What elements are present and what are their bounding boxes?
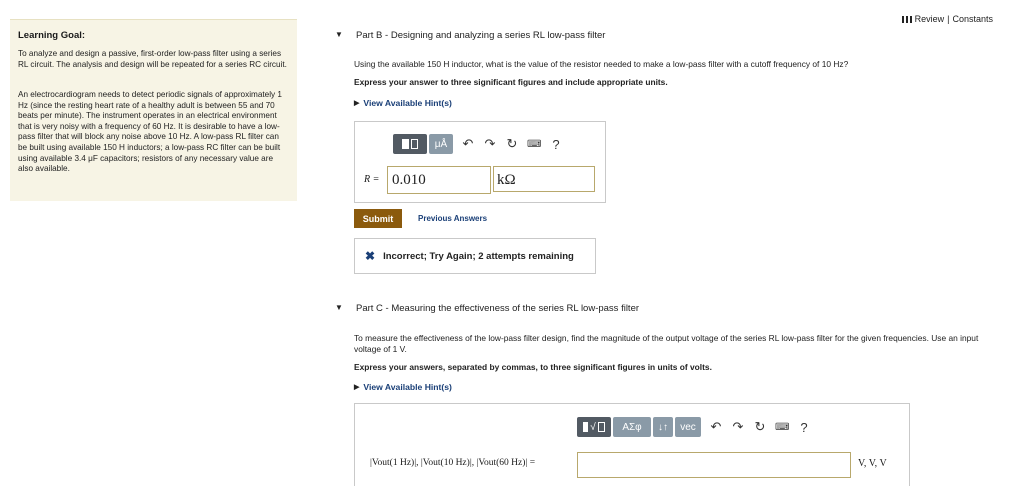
part-c-answer-box	[354, 403, 910, 486]
part-c-toolbar	[577, 417, 811, 437]
part-c-instruction: Express your answers, separated by commas, to three significant figures in units of volts.	[354, 362, 712, 372]
resistor-value-field[interactable]	[387, 166, 491, 194]
feedback-box	[354, 238, 596, 274]
part-b-hint-link[interactable]	[354, 98, 452, 108]
undo-icon[interactable]: ↶	[462, 136, 474, 151]
bars-icon	[902, 16, 912, 23]
part-b-answer-box	[354, 121, 606, 203]
part-b-toolbar	[393, 134, 563, 154]
vout-label: |Vout(1 Hz)|, |Vout(10 Hz)|, |Vout(60 Hz)| =	[370, 458, 536, 468]
help-icon[interactable]: ?	[552, 136, 560, 152]
resistor-value-input[interactable]	[388, 167, 490, 193]
constants-link[interactable]: Constants	[952, 14, 993, 24]
part-c-hint-link[interactable]	[354, 382, 452, 392]
learning-goal-title: Learning Goal:	[18, 30, 86, 41]
undo-icon[interactable]: ↶	[710, 419, 722, 434]
review-constants-bar	[902, 14, 993, 24]
redo-icon[interactable]: ↷	[484, 136, 496, 151]
review-link[interactable]: Review	[914, 14, 945, 24]
resistor-unit-field[interactable]: kΩ	[493, 166, 595, 192]
part-c-title: Part C - Measuring the effectiveness of the series RL low-pass filter	[356, 303, 640, 314]
part-b-instruction: Express your answer to three significant figures and include appropriate units.	[354, 77, 668, 87]
close-icon: ✖	[365, 249, 376, 263]
learning-goal-panel	[10, 19, 297, 201]
help-icon[interactable]: ?	[800, 419, 808, 435]
part-b-title: Part B - Designing and analyzing a series RL low-pass filter	[356, 30, 606, 41]
reset-icon[interactable]: ↻	[754, 419, 766, 434]
collapse-part-b-icon[interactable]: ▼	[335, 30, 343, 39]
part-c-hint-label: View Available Hint(s)	[363, 382, 452, 392]
keyboard-icon[interactable]: ⌨	[775, 421, 790, 433]
vec-button[interactable]: vec	[675, 417, 701, 437]
caret-right-icon: ▶	[354, 100, 360, 107]
vout-units: V, V, V	[858, 458, 887, 469]
vout-values-input[interactable]	[578, 453, 850, 477]
template-icon	[402, 139, 418, 149]
part-b-question: Using the available 150 H inductor, what is the value of the resistor needed to make a low-pass filter with a cutoff frequency of 10 Hz?	[354, 59, 849, 69]
arrows-button[interactable]: ↓↑	[653, 417, 673, 437]
r-label: R =	[364, 174, 380, 185]
learning-goal-text-2: An electrocardiogram needs to detect periodic signals of approximately 1 Hz (since the resting heart rate of a healthy adult is between 55 and 70 beats per minute). The instrument operates in an electrical environment that is very noisy with a frequency of 60 Hz. It is desirable to have a low-pass filter that will block any noise above 10 Hz. A low-pass RL filter can be built using available 150 H inductors; a low-pass RC filter can be built using available 3.4 μF capacitors; resistors of any necessary value are also available.	[18, 90, 282, 174]
units-button[interactable]: μÅ	[429, 134, 453, 154]
separator: |	[947, 14, 950, 24]
part-b-hint-label: View Available Hint(s)	[363, 98, 452, 108]
collapse-part-c-icon[interactable]: ▼	[335, 303, 343, 312]
redo-icon[interactable]: ↷	[732, 419, 744, 434]
submit-button[interactable]: Submit	[354, 209, 402, 228]
reset-icon[interactable]: ↻	[506, 136, 518, 151]
part-c-question: To measure the effectiveness of the low-pass filter design, find the magnitude of the output voltage of the series RL low-pass filter for the given frequencies. Use an input voltage of 1 V.	[354, 333, 979, 354]
caret-right-icon: ▶	[354, 384, 360, 391]
template-icon: √	[583, 422, 605, 433]
previous-answers-link[interactable]: Previous Answers	[418, 214, 488, 223]
templates-button[interactable]	[393, 134, 427, 154]
symbols-button[interactable]: ΑΣφ	[613, 417, 651, 437]
keyboard-icon[interactable]: ⌨	[527, 138, 542, 150]
feedback-text: Incorrect; Try Again; 2 attempts remaining	[383, 250, 574, 262]
learning-goal-text-1: To analyze and design a passive, first-order low-pass filter using a series RL circuit. The analysis and design will be repeated for a series RC circuit.	[18, 49, 287, 69]
templates-button[interactable]	[577, 417, 611, 437]
vout-values-field[interactable]	[577, 452, 851, 478]
